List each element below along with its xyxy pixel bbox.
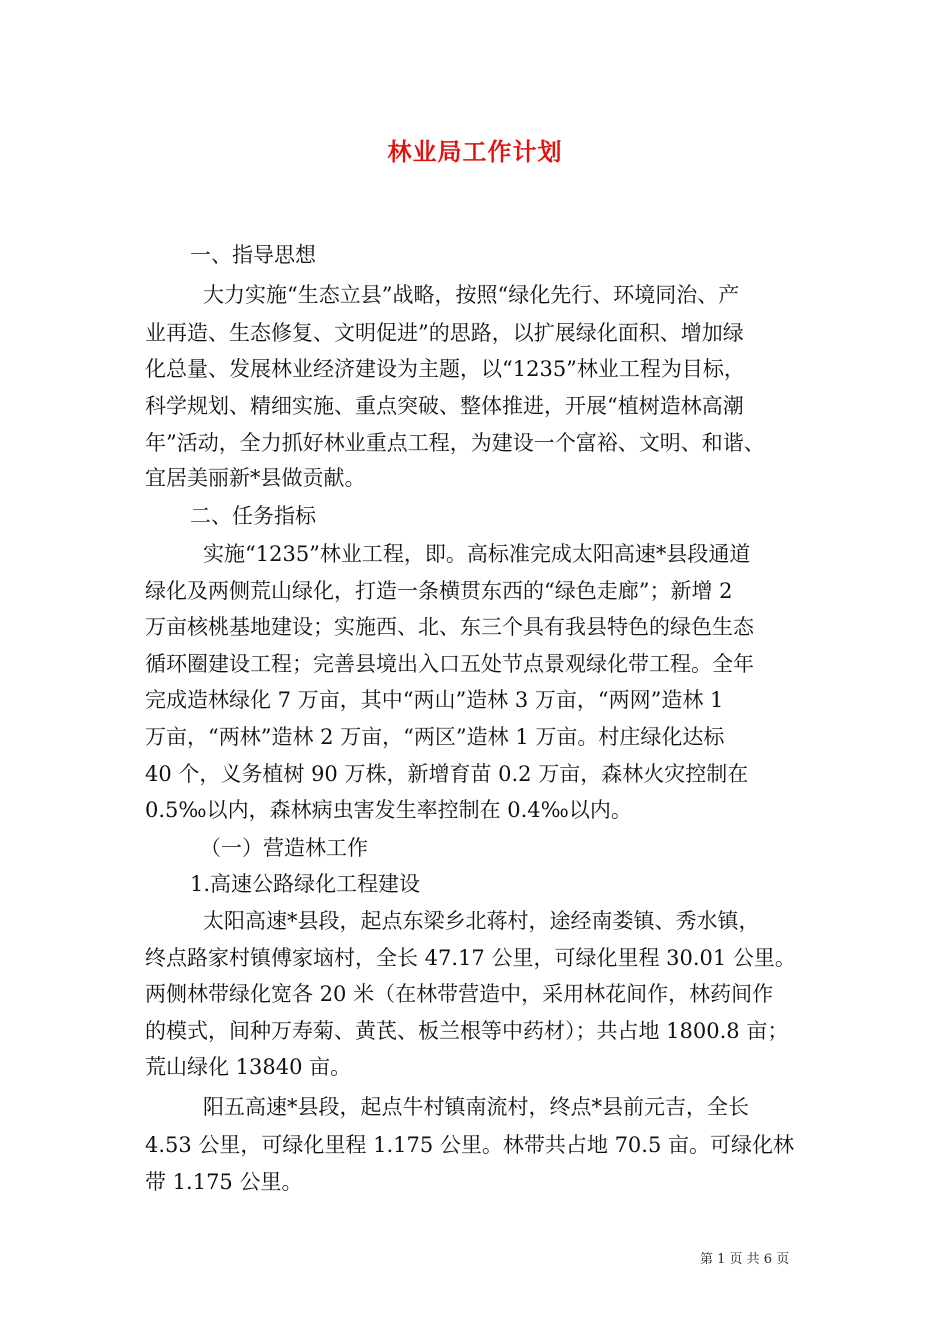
paragraph-line: 大力实施“生态立县”战略，按照“绿化先行、环境同治、产 — [203, 283, 740, 307]
paragraph-line: 40 个，义务植树 90 万株，新增育苗 0.2 万亩，森林火灾控制在 — [145, 762, 749, 786]
paragraph-line: 荒山绿化 13840 亩。 — [145, 1055, 352, 1079]
page-number-footer: 第 1 页 共 6 页 — [700, 1252, 790, 1267]
document-title: 林业局工作计划 — [387, 137, 563, 166]
paragraph-line: 循环圈建设工程；完善县境出入口五处节点景观绿化带工程。全年 — [145, 652, 754, 676]
paragraph-line: 万亩核桃基地建设；实施西、北、东三个具有我县特色的绿色生态 — [145, 615, 754, 639]
paragraph-line: 科学规划、精细实施、重点突破、整体推进，开展“植树造林高潮 — [145, 394, 744, 418]
paragraph-line: 带 1.175 公里。 — [145, 1170, 303, 1194]
paragraph-line: 两侧林带绿化宽各 20 米（在林带营造中，采用林花间作，林药间作 — [145, 982, 774, 1006]
paragraph-line: 完成造林绿化 7 万亩，其中“两山”造林 3 万亩，“两网”造林 1 — [145, 688, 724, 712]
paragraph-line: 绿化及两侧荒山绿化，打造一条横贯东西的“绿色走廊”；新增 2 — [145, 579, 733, 603]
item-heading: 1.高速公路绿化工程建设 — [190, 872, 421, 896]
paragraph-line: 宜居美丽新*县做贡献。 — [145, 466, 366, 490]
paragraph-line: 实施“1235”林业工程，即。高标准完成太阳高速*县段通道 — [203, 542, 751, 566]
paragraph-line: 万亩，“两林”造林 2 万亩，“两区”造林 1 万亩。村庄绿化达标 — [145, 725, 725, 749]
paragraph-line: 化总量、发展林业经济建设为主题，以“1235”林业工程为目标， — [145, 357, 745, 381]
paragraph-line: 年”活动，全力抓好林业重点工程，为建设一个富裕、文明、和谐、 — [145, 431, 765, 455]
paragraph-line: 阳五高速*县段，起点牛村镇南流村，终点*县前元吉，全长 — [203, 1095, 749, 1119]
paragraph-line: 0.5‰以内，森林病虫害发生率控制在 0.4‰以内。 — [145, 798, 632, 822]
paragraph-line: 的模式，间种万寿菊、黄芪、板兰根等中药材）；共占地 1800.8 亩； — [145, 1019, 789, 1043]
paragraph-line: 太阳高速*县段，起点东梁乡北蒋村，途经南娄镇、秀水镇， — [203, 909, 760, 933]
subsection-heading: （一）营造林工作 — [200, 836, 368, 860]
section-heading: 一、指导思想 — [190, 243, 316, 267]
paragraph-line: 业再造、生态修复、文明促进”的思路，以扩展绿化面积、增加绿 — [145, 321, 744, 345]
paragraph-line: 终点路家村镇傅家垴村，全长 47.17 公里，可绿化里程 30.01 公里。 — [145, 946, 796, 970]
section-heading: 二、任务指标 — [190, 504, 316, 528]
paragraph-line: 4.53 公里，可绿化里程 1.175 公里。林带共占地 70.5 亩。可绿化林 — [145, 1133, 795, 1157]
